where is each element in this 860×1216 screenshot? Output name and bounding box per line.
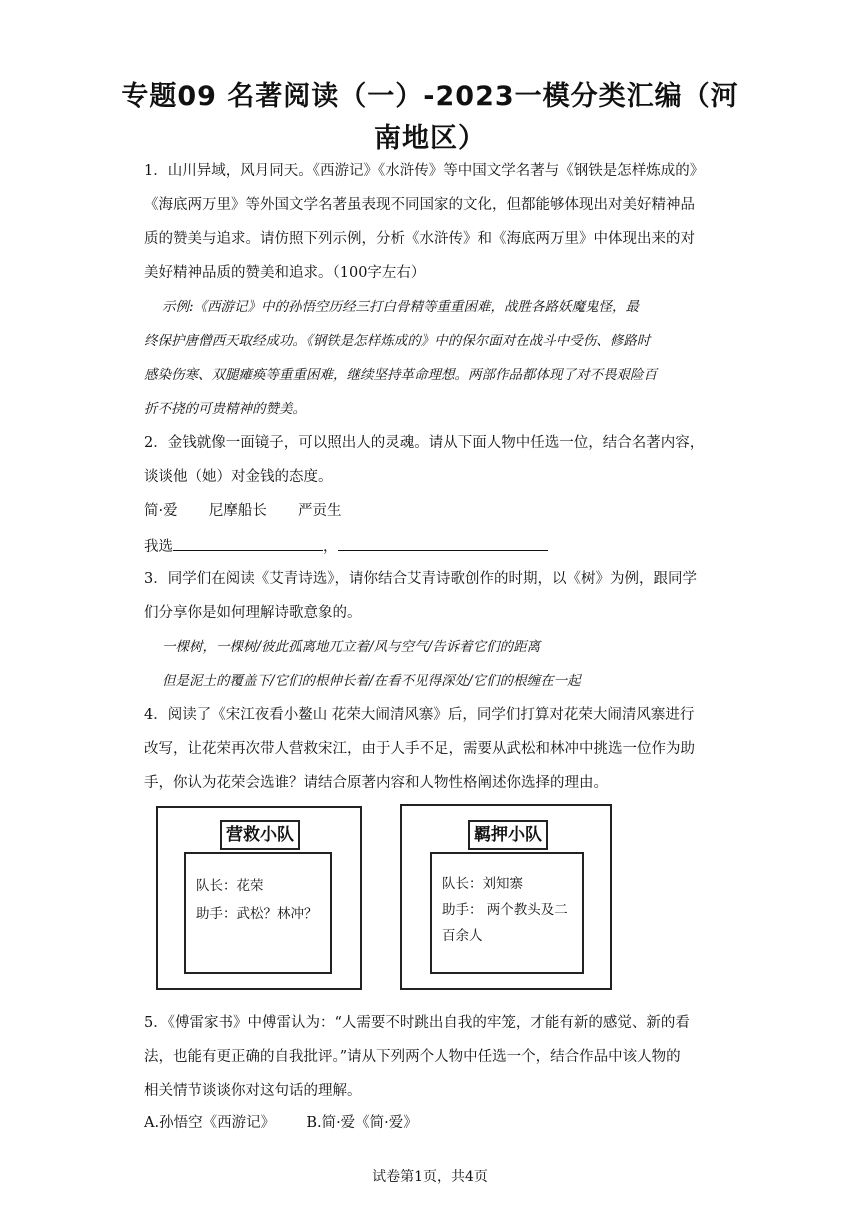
q1-example-line-4: 折不挠的可贵精神的赞美。 (144, 401, 306, 417)
q2-characters (144, 501, 724, 521)
escort-team-helper-cont: 百余人 (442, 928, 483, 944)
q2-line-2: 谈谈他（她）对金钱的态度。 (144, 469, 333, 485)
q2-line-1: 2．金钱就像一面镜子，可以照出人的灵魂。请从下面人物中任选一位，结合名著内容， (144, 435, 705, 451)
choose-label: 我选 (144, 539, 173, 555)
q4-line-3: 手，你认为花荣会选谁？请结合原著内容和人物性格阐述你选择的理由。 (144, 775, 608, 791)
q5-options (144, 1113, 724, 1133)
rescue-team-leader: 队长：花荣 (196, 878, 264, 894)
escort-team-leader: 队长：刘知寨 (442, 876, 523, 892)
rescue-team-helper: 助手：武松？林冲？ (196, 906, 318, 922)
q5-line-1: 5．《傅雷家书》中傅雷认为：“人需要不时跳出自我的牢笼，才能有新的感觉、新的看 (144, 1015, 690, 1031)
escort-team-helper: 助手： 两个教头及二 (442, 902, 568, 918)
character-yan-gongsheng: 严贡生 (298, 503, 342, 519)
q1-line-1: 1．山川异域，风月同天。《西游记》《水浒传》等中国文学名著与《钢铁是怎样炼成的》 (144, 163, 705, 179)
q1-example-line-3: 感染伤寒、双腿瘫痪等重重困难，继续坚持革命理想。两部作品都体现了对不畏艰险百 (144, 367, 657, 383)
page-title-line1: 专题09 名著阅读（一）-2023一模分类汇编（河 (121, 81, 739, 112)
q5-line-3: 相关情节谈谈你对这句话的理解。 (144, 1083, 362, 1099)
choice-blank[interactable] (173, 535, 323, 551)
option-a: A.孙悟空《西游记》 (144, 1115, 276, 1131)
page-footer: 试卷第1页，共4页 (372, 1169, 488, 1185)
escort-team-panel (400, 804, 612, 990)
q3-line-1: 3．同学们在阅读《艾青诗选》，请你结合艾青诗歌创作的时期，以《树》为例，跟同学 (144, 571, 697, 587)
q1-line-2: 《海底两万里》等外国文学名著虽表现不同国家的文化，但都能够体现出对美好精神品 (144, 197, 695, 213)
q4-line-1: 4．阅读了《宋江夜看小鳌山 花荣大闹清风寨》后，同学们打算对花荣大闹清风寨进行 (144, 707, 695, 723)
q2-answer-row (144, 535, 724, 557)
q5-line-2: 法，也能有更正确的自我批评。”请从下列两个人物中任选一个，结合作品中该人物的 (144, 1049, 681, 1065)
q1-example-line-2: 终保护唐僧西天取经成功。《钢铁是怎样炼成的》中的保尔面对在战斗中受伤、修路时 (144, 333, 651, 349)
q1-line-4: 美好精神品质的赞美和追求。（100字左右） (144, 265, 426, 281)
rescue-team-tag: 营救小队 (220, 820, 300, 850)
character-jane-eyre: 简·爱 (144, 503, 178, 519)
q3-line-2: 们分享你是如何理解诗歌意象的。 (144, 605, 362, 621)
q4-line-2: 改写，让花荣再次带人营救宋江，由于人手不足，需要从武松和林冲中挑选一位作为助 (144, 741, 695, 757)
option-b: B.简·爱《简·爱》 (306, 1115, 418, 1131)
q3-poem-line-1: 一棵树，一棵树/彼此孤离地兀立着/风与空气/告诉着它们的距离 (162, 639, 541, 655)
rescue-team-card (184, 852, 332, 974)
escort-team-card (430, 852, 584, 974)
comma: ， (323, 539, 338, 555)
q1-example-line-1: 示例:《西游记》中的孙悟空历经三打白骨精等重重困难，战胜各路妖魔鬼怪，最 (162, 299, 640, 315)
q1-line-3: 质的赞美与追求。请仿照下列示例，分析《水浒传》和《海底两万里》中体现出来的对 (144, 231, 695, 247)
escort-team-tag: 羁押小队 (468, 820, 548, 850)
character-captain-nemo: 尼摩船长 (208, 503, 267, 519)
rescue-team-panel (156, 806, 362, 990)
page-title-line2: 南地区） (374, 123, 486, 154)
reason-blank[interactable] (338, 535, 548, 551)
q3-poem-line-2: 但是泥土的覆盖下/它们的根伸长着/在看不见得深处/它们的根缠在一起 (162, 673, 581, 689)
